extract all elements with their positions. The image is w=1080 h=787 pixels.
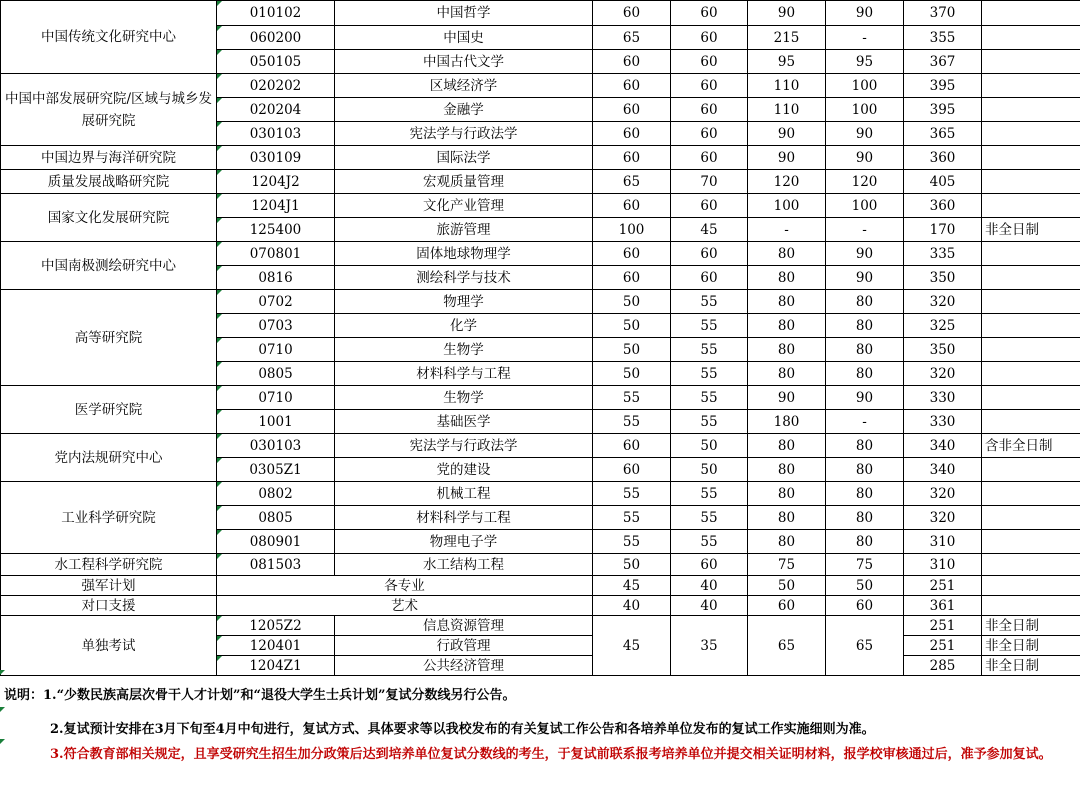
- score-cell: 55: [593, 506, 671, 530]
- remark-cell: [982, 386, 1080, 410]
- institute-cell: 水工程科学研究院: [1, 554, 217, 576]
- table-row: [1, 596, 1080, 616]
- major-name-cell: 文化产业管理: [335, 194, 593, 218]
- score-cell: 55: [593, 530, 671, 554]
- score-cell: 90: [826, 242, 904, 266]
- score-cell: 90: [826, 1, 904, 26]
- total-score-cell: 350: [904, 338, 982, 362]
- institute-cell: 医学研究院: [1, 386, 217, 434]
- remark-cell: [982, 242, 1080, 266]
- institute-cell: 工业科学研究院: [1, 482, 217, 554]
- major-code-cell: 0805: [217, 362, 335, 386]
- score-cell: 80: [826, 458, 904, 482]
- table-row: [1, 194, 1080, 218]
- major-name-cell: 党的建设: [335, 458, 593, 482]
- remark-cell: 含非全日制: [982, 434, 1080, 458]
- institute-cell: 高等研究院: [1, 290, 217, 386]
- score-cell: 60: [593, 266, 671, 290]
- total-score-cell: 251: [904, 616, 982, 636]
- total-score-cell: 170: [904, 218, 982, 242]
- major-name-cell: 物理电子学: [335, 530, 593, 554]
- major-code-cell: 120401: [217, 636, 335, 656]
- major-code-cell: 0816: [217, 266, 335, 290]
- score-cell: 55: [671, 362, 748, 386]
- score-cell: 100: [593, 218, 671, 242]
- major-code-cell: 0305Z1: [217, 458, 335, 482]
- major-code-cell: 1204Z1: [217, 656, 335, 676]
- score-cell: 75: [748, 554, 826, 576]
- score-cell: 110: [748, 98, 826, 122]
- notes-section: [0, 669, 1080, 787]
- major-name-cell: 宪法学与行政法学: [335, 434, 593, 458]
- remark-cell: [982, 506, 1080, 530]
- major-name-cell: 行政管理: [335, 636, 593, 656]
- score-cell: 55: [671, 530, 748, 554]
- major-code-cell: 0802: [217, 482, 335, 506]
- major-code-cell: 030103: [217, 434, 335, 458]
- score-cell: 65: [593, 26, 671, 50]
- score-cell: 60: [671, 1, 748, 26]
- score-cell: 80: [748, 314, 826, 338]
- score-cell: 80: [826, 434, 904, 458]
- major-name-cell: 国际法学: [335, 146, 593, 170]
- score-cell: 60: [826, 596, 904, 616]
- institute-cell: 党内法规研究中心: [1, 434, 217, 482]
- remark-cell: [982, 410, 1080, 434]
- score-cell: 55: [671, 410, 748, 434]
- score-cell: 60: [671, 98, 748, 122]
- remark-cell: [982, 74, 1080, 98]
- cell-corner-mark: [0, 707, 5, 712]
- major-name-cell: 基础医学: [335, 410, 593, 434]
- score-cell: 120: [826, 170, 904, 194]
- table-row: [1, 386, 1080, 410]
- score-cell: 100: [826, 194, 904, 218]
- remark-cell: [982, 554, 1080, 576]
- remark-cell: 非全日制: [982, 616, 1080, 636]
- score-cell: 60: [671, 146, 748, 170]
- total-score-cell: 320: [904, 482, 982, 506]
- major-name-cell: 宏观质量管理: [335, 170, 593, 194]
- remark-cell: [982, 362, 1080, 386]
- table-row: [1, 434, 1080, 458]
- remark-cell: 非全日制: [982, 636, 1080, 656]
- remark-cell: [982, 338, 1080, 362]
- major-code-cell: 010102: [217, 1, 335, 26]
- score-cell: 60: [593, 50, 671, 74]
- table-row: [1, 1, 1080, 26]
- institute-cell: 中国中部发展研究院/区域与城乡发展研究院: [1, 74, 217, 146]
- remark-cell: [982, 26, 1080, 50]
- remark-cell: [982, 170, 1080, 194]
- major-code-cell: 0710: [217, 338, 335, 362]
- score-cell: 60: [593, 242, 671, 266]
- score-cell: 50: [671, 434, 748, 458]
- score-cell: 90: [748, 146, 826, 170]
- score-cell: 80: [748, 458, 826, 482]
- score-cell: 60: [593, 434, 671, 458]
- major-name-cell: 旅游管理: [335, 218, 593, 242]
- score-cell: 40: [671, 596, 748, 616]
- major-name-cell: 宪法学与行政法学: [335, 122, 593, 146]
- score-cell: -: [826, 218, 904, 242]
- note-3: 3.符合教育部相关规定，且享受研究生招生加分政策后达到培养单位复试分数线的考生，于复试前联系报考培养单位并提交相关证明材料，报学校审核通过后，准予参加复试。: [50, 747, 1052, 762]
- total-score-cell: 285: [904, 656, 982, 676]
- score-cell: 60: [593, 458, 671, 482]
- major-name-cell: 信息资源管理: [335, 616, 593, 636]
- major-code-cell: 081503: [217, 554, 335, 576]
- score-cell: 45: [671, 218, 748, 242]
- score-cell: 80: [748, 362, 826, 386]
- score-cell: 60: [593, 1, 671, 26]
- total-score-cell: 355: [904, 26, 982, 50]
- note-2: 2.复试预计安排在3月下旬至4月中旬进行，复试方式、具体要求等以我校发布的有关复试工作公告和各培养单位发布的复试工作实施细则为准。: [50, 722, 875, 737]
- major-name-cell: 生物学: [335, 338, 593, 362]
- total-score-cell: 367: [904, 50, 982, 74]
- score-cell: 60: [671, 194, 748, 218]
- total-score-cell: 360: [904, 194, 982, 218]
- score-cell: 80: [826, 482, 904, 506]
- major-name-cell: 材料科学与工程: [335, 506, 593, 530]
- total-score-cell: 320: [904, 290, 982, 314]
- score-cell: 80: [826, 530, 904, 554]
- major-code-cell: 030109: [217, 146, 335, 170]
- score-cell: 60: [671, 26, 748, 50]
- total-score-cell: 325: [904, 314, 982, 338]
- score-cell: 70: [671, 170, 748, 194]
- score-cell: 80: [748, 530, 826, 554]
- score-cell: 55: [593, 386, 671, 410]
- major-code-cell: 060200: [217, 26, 335, 50]
- score-cell: 80: [748, 338, 826, 362]
- major-name-cell: 测绘科学与技术: [335, 266, 593, 290]
- score-cell: 80: [826, 338, 904, 362]
- score-cell: 80: [748, 482, 826, 506]
- score-cell: 50: [593, 554, 671, 576]
- major-code-cell: 1204J2: [217, 170, 335, 194]
- major-code-cell: 125400: [217, 218, 335, 242]
- total-score-cell: 395: [904, 74, 982, 98]
- major-code-cell: 070801: [217, 242, 335, 266]
- remark-cell: [982, 576, 1080, 596]
- score-cell: 75: [826, 554, 904, 576]
- major-code-cell: 1001: [217, 410, 335, 434]
- total-score-cell: 340: [904, 458, 982, 482]
- score-cell: 80: [748, 506, 826, 530]
- table-row: [1, 576, 1080, 596]
- score-cell: 95: [826, 50, 904, 74]
- score-cell: 55: [593, 410, 671, 434]
- institute-cell: 单独考试: [1, 616, 217, 676]
- score-cell: 55: [671, 506, 748, 530]
- score-cell: 100: [826, 98, 904, 122]
- major-name-cell: 生物学: [335, 386, 593, 410]
- major-name-cell: 艺术: [217, 596, 593, 616]
- institute-cell: 国家文化发展研究院: [1, 194, 217, 242]
- major-code-cell: 0702: [217, 290, 335, 314]
- table-row: [1, 482, 1080, 506]
- score-cell: 110: [748, 74, 826, 98]
- score-cell: 60: [593, 146, 671, 170]
- total-score-cell: 360: [904, 146, 982, 170]
- score-cell: 100: [748, 194, 826, 218]
- score-cell: 80: [826, 362, 904, 386]
- major-code-cell: 080901: [217, 530, 335, 554]
- score-cell: 60: [671, 122, 748, 146]
- score-cell: 40: [593, 596, 671, 616]
- total-score-cell: 370: [904, 1, 982, 26]
- institute-cell: 对口支援: [1, 596, 217, 616]
- score-cell: 80: [748, 242, 826, 266]
- institute-cell: 中国边界与海洋研究院: [1, 146, 217, 170]
- major-name-cell: 区域经济学: [335, 74, 593, 98]
- remark-cell: [982, 50, 1080, 74]
- score-cell: 55: [671, 386, 748, 410]
- score-cell: 55: [671, 290, 748, 314]
- remark-cell: [982, 266, 1080, 290]
- score-cell: 80: [748, 266, 826, 290]
- score-cell: 60: [593, 98, 671, 122]
- score-cell: 90: [826, 146, 904, 170]
- score-cell: 65: [593, 170, 671, 194]
- score-cell: 80: [826, 506, 904, 530]
- table-row: [1, 170, 1080, 194]
- score-cell: 95: [748, 50, 826, 74]
- major-name-cell: 公共经济管理: [335, 656, 593, 676]
- remark-cell: [982, 122, 1080, 146]
- score-cell: 90: [826, 386, 904, 410]
- score-cell: 60: [593, 74, 671, 98]
- score-cell: 55: [671, 482, 748, 506]
- total-score-cell: 330: [904, 386, 982, 410]
- score-cell: 80: [826, 290, 904, 314]
- score-cell: -: [748, 218, 826, 242]
- remark-cell: [982, 530, 1080, 554]
- score-cell: 90: [748, 386, 826, 410]
- institute-cell: 质量发展战略研究院: [1, 170, 217, 194]
- total-score-cell: 365: [904, 122, 982, 146]
- score-cell: 80: [748, 434, 826, 458]
- score-cell: 35: [671, 616, 748, 676]
- major-code-cell: 050105: [217, 50, 335, 74]
- score-cell: 60: [671, 554, 748, 576]
- major-name-cell: 金融学: [335, 98, 593, 122]
- major-code-cell: 020204: [217, 98, 335, 122]
- score-cell: 180: [748, 410, 826, 434]
- remark-cell: [982, 98, 1080, 122]
- table-row: [1, 554, 1080, 576]
- score-cell: 65: [826, 616, 904, 676]
- total-score-cell: 340: [904, 434, 982, 458]
- score-cell: 80: [748, 290, 826, 314]
- score-cell: 50: [748, 576, 826, 596]
- major-name-cell: 中国哲学: [335, 1, 593, 26]
- major-name-cell: 化学: [335, 314, 593, 338]
- score-cell: 90: [748, 1, 826, 26]
- score-cell: 215: [748, 26, 826, 50]
- score-cell: 50: [593, 314, 671, 338]
- major-code-cell: 030103: [217, 122, 335, 146]
- table-row: [1, 290, 1080, 314]
- score-cell: 50: [593, 362, 671, 386]
- total-score-cell: 251: [904, 636, 982, 656]
- major-name-cell: 中国古代文学: [335, 50, 593, 74]
- remark-cell: [982, 596, 1080, 616]
- remark-cell: [982, 146, 1080, 170]
- remark-cell: [982, 290, 1080, 314]
- table-row: [1, 74, 1080, 98]
- major-name-cell: 机械工程: [335, 482, 593, 506]
- major-code-cell: 0703: [217, 314, 335, 338]
- major-code-cell: 0805: [217, 506, 335, 530]
- remark-cell: [982, 482, 1080, 506]
- total-score-cell: 320: [904, 362, 982, 386]
- total-score-cell: 330: [904, 410, 982, 434]
- total-score-cell: 310: [904, 554, 982, 576]
- score-cell: 90: [748, 122, 826, 146]
- major-name-cell: 水工结构工程: [335, 554, 593, 576]
- major-code-cell: 0710: [217, 386, 335, 410]
- remark-cell: 非全日制: [982, 656, 1080, 676]
- total-score-cell: 405: [904, 170, 982, 194]
- score-cell: 50: [671, 458, 748, 482]
- score-cell: 80: [826, 314, 904, 338]
- score-cell: 50: [593, 290, 671, 314]
- table-row: [1, 242, 1080, 266]
- score-cell: 55: [671, 314, 748, 338]
- score-cell: 60: [748, 596, 826, 616]
- institute-cell: 强军计划: [1, 576, 217, 596]
- score-cell: 60: [671, 242, 748, 266]
- major-code-cell: 020202: [217, 74, 335, 98]
- score-cell: 100: [826, 74, 904, 98]
- score-cell: 50: [826, 576, 904, 596]
- total-score-cell: 251: [904, 576, 982, 596]
- total-score-cell: 350: [904, 266, 982, 290]
- remark-cell: [982, 1, 1080, 26]
- major-code-cell: 1204J1: [217, 194, 335, 218]
- institute-cell: 中国南极测绘研究中心: [1, 242, 217, 290]
- score-cell: 60: [671, 266, 748, 290]
- table-row: [1, 146, 1080, 170]
- table-row: [1, 616, 1080, 636]
- remark-cell: 非全日制: [982, 218, 1080, 242]
- score-cell: 60: [593, 194, 671, 218]
- score-cell: 45: [593, 616, 671, 676]
- major-name-cell: 材料科学与工程: [335, 362, 593, 386]
- major-name-cell: 固体地球物理学: [335, 242, 593, 266]
- cell-corner-mark: [0, 670, 5, 675]
- total-score-cell: 320: [904, 506, 982, 530]
- score-cell: 90: [826, 266, 904, 290]
- score-cell: 55: [671, 338, 748, 362]
- institute-cell: 中国传统文化研究中心: [1, 1, 217, 74]
- total-score-cell: 395: [904, 98, 982, 122]
- major-code-cell: 1205Z2: [217, 616, 335, 636]
- score-cell: 120: [748, 170, 826, 194]
- score-cell: 60: [671, 74, 748, 98]
- score-cell: 90: [826, 122, 904, 146]
- major-name-cell: 中国史: [335, 26, 593, 50]
- score-cell: -: [826, 26, 904, 50]
- total-score-cell: 361: [904, 596, 982, 616]
- cell-corner-mark: [0, 739, 5, 744]
- score-cell: 45: [593, 576, 671, 596]
- score-cell: 40: [671, 576, 748, 596]
- remark-cell: [982, 194, 1080, 218]
- score-cell: 55: [593, 482, 671, 506]
- remark-cell: [982, 458, 1080, 482]
- remark-cell: [982, 314, 1080, 338]
- major-name-cell: 各专业: [217, 576, 593, 596]
- total-score-cell: 310: [904, 530, 982, 554]
- total-score-cell: 335: [904, 242, 982, 266]
- score-cell: 50: [593, 338, 671, 362]
- major-name-cell: 物理学: [335, 290, 593, 314]
- score-cell: 60: [593, 122, 671, 146]
- score-cell: 65: [748, 616, 826, 676]
- score-cell: -: [826, 410, 904, 434]
- score-cell: 60: [671, 50, 748, 74]
- note-1: 说明：1.“少数民族高层次骨干人才计划”和“退役大学生士兵计划”复试分数线另行公告。: [4, 688, 516, 703]
